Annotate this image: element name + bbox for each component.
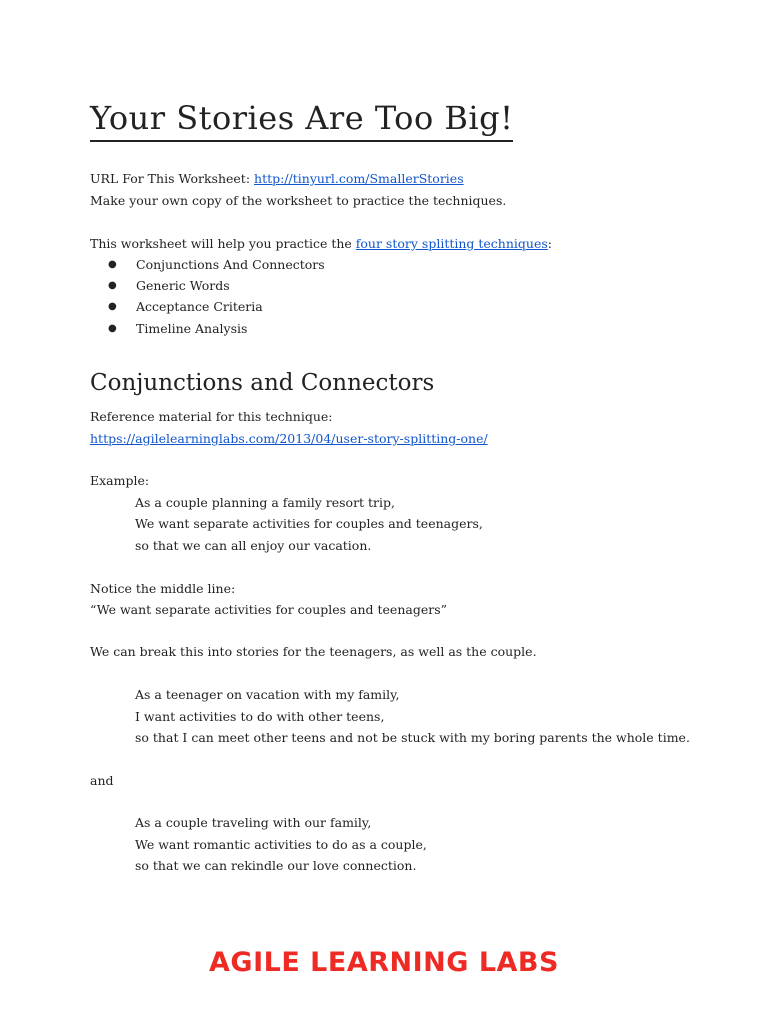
story-line: so that I can meet other teens and not be stuck with my boring parents the whole time. [135,730,690,745]
story-line: As a teenager on vacation with my family, [135,687,400,702]
story-line: As a couple planning a family resort trip, [135,495,396,510]
story-line: We want romantic activities to do as a couple, [135,837,427,852]
story-line: As a couple traveling with our family, [135,815,372,830]
list-item: Generic Words [136,278,230,293]
notice-quote: “We want separate activities for couples and teenagers” [90,602,448,617]
reference-label: Reference material for this technique: [90,409,333,424]
bullet-icon: ● [108,323,117,334]
story-line: so that we can rekindle our love connection. [135,858,417,873]
break-text: We can break this into stories for the teenagers, as well as the couple. [90,644,537,659]
agile-learning-labs-logo: AGILE LEARNING LABS [209,947,559,978]
list-item: Acceptance Criteria [136,299,263,314]
reference-link[interactable]: https://agilelearninglabs.com/2013/04/user-story-splitting-one/ [90,431,488,446]
url-label: URL For This Worksheet: [90,171,255,186]
story-line: so that we can all enjoy our vacation. [135,538,372,553]
worksheet-url-link[interactable]: http://tinyurl.com/SmallerStories [254,171,464,186]
intro-line [90,235,552,253]
story-line: We want separate activities for couples and teenagers, [135,516,483,531]
example-label: Example: [90,473,150,488]
list-item: Timeline Analysis [136,321,248,336]
and-text: and [90,773,114,788]
intro-colon: : [547,236,552,251]
bullet-icon: ● [108,280,117,291]
url-line [90,170,464,188]
bullet-icon: ● [108,301,117,312]
reference-line [90,430,488,448]
section-heading: Conjunctions and Connectors [90,370,435,396]
intro-text: This worksheet will help you practice the [90,236,356,251]
copy-instruction: Make your own copy of the worksheet to practice the techniques. [90,193,507,208]
notice-label: Notice the middle line: [90,581,236,596]
page-title: Your Stories Are Too Big! [90,96,513,142]
list-item: Conjunctions And Connectors [136,257,325,272]
techniques-link[interactable]: four story splitting techniques [355,236,548,251]
bullet-icon: ● [108,259,117,270]
story-line: I want activities to do with other teens, [135,709,385,724]
